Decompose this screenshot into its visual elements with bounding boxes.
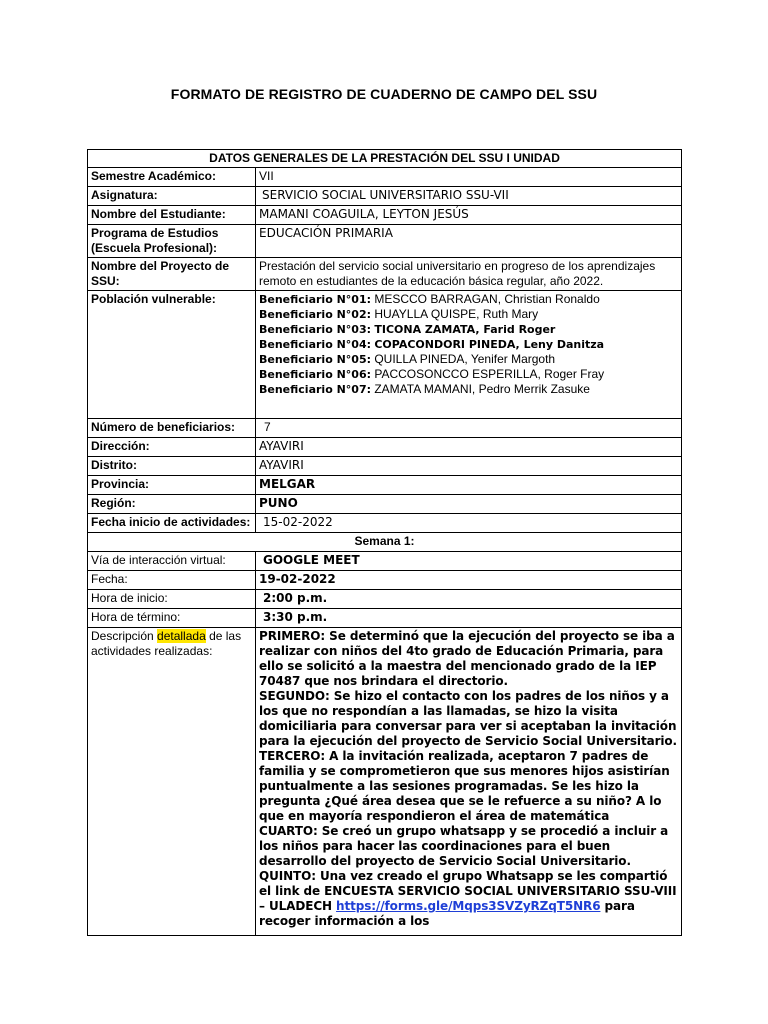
- programa-label: Programa de Estudios (Escuela Profesional):: [88, 225, 256, 258]
- row-fecha: [88, 571, 682, 590]
- num-beneficiarios-label: Número de beneficiarios:: [88, 419, 256, 438]
- row-distrito: [88, 457, 682, 476]
- region-value: PUNO: [256, 495, 682, 514]
- fecha-inicio-value: 15-02-2022: [256, 514, 682, 533]
- hora-termino-label: Hora de término:: [88, 609, 256, 628]
- provincia-value: MELGAR: [256, 476, 682, 495]
- paragraph-segundo: SEGUNDO: Se hizo el contacto con los padres de los niños y a los que no respondían a las llamadas, se hizo la visita domiciliaria para conversar para ver si aceptaban la invitación para la ejecución del proyecto de Servicio Social Universitario.: [259, 689, 678, 748]
- hora-inicio-value: 2:00 p.m.: [256, 590, 682, 609]
- highlighted-word: detallada: [157, 629, 206, 643]
- semana-header-row: [88, 533, 682, 552]
- paragraph-primero: PRIMERO: Se determinó que la ejecución del proyecto se iba a realizar con niños del 4to grado de Educación Primaria, para ello se solicitó a la maestra del mencionado grado de la IEP 70487 que nos brindara el directorio.: [259, 629, 675, 688]
- semana-header: Semana 1:: [88, 533, 682, 552]
- row-provincia: [88, 476, 682, 495]
- beneficiario-item: Beneficiario N°01: MESCCO BARRAGAN, Christian Ronaldo: [259, 292, 600, 306]
- asignatura-label: Asignatura:: [88, 187, 256, 206]
- row-estudiante: [88, 206, 682, 225]
- fecha-label: Fecha:: [88, 571, 256, 590]
- row-semestre: [88, 168, 682, 187]
- hora-termino-value: 3:30 p.m.: [256, 609, 682, 628]
- proyecto-value: Prestación del servicio social universitario en progreso de los aprendizajes remoto en estudiantes de la educación básica regular, año 2022.: [256, 258, 682, 291]
- via-label: Vía de interacción virtual:: [88, 552, 256, 571]
- row-asignatura: [88, 187, 682, 206]
- paragraph-cuarto: CUARTO: Se creó un grupo whatsapp y se procedió a incluir a los niños para hacer las coordinaciones para el buen desarrollo del proyecto de Servicio Social Universitario.: [259, 824, 669, 868]
- row-region: [88, 495, 682, 514]
- row-num-beneficiarios: [88, 419, 682, 438]
- row-hora-inicio: [88, 590, 682, 609]
- programa-value: EDUCACIÓN PRIMARIA: [256, 225, 682, 258]
- row-hora-termino: [88, 609, 682, 628]
- page-title: FORMATO DE REGISTRO DE CUADERNO DE CAMPO DEL SSU: [170, 86, 598, 102]
- beneficiario-item: Beneficiario N°05: QUILLA PINEDA, Yenifer Margoth: [259, 352, 556, 366]
- estudiante-value: MAMANI COAGUILA, LEYTON JESÚS: [256, 206, 682, 225]
- descripcion-label: Descripción detallada de las actividades realizadas:: [88, 628, 256, 936]
- paragraph-tercero: TERCERO: A la invitación realizada, aceptaron 7 padres de familia y se comprometieron que sus menores hijos asistirían puntualmente a las sesiones programadas. Se les hizo la pregunta ¿Qué área desea que se le refuerce a su niño? A lo que en mayoría respondieron el área de matemática: [259, 749, 670, 823]
- row-poblacion: [88, 291, 682, 419]
- direccion-label: Dirección:: [88, 438, 256, 457]
- paragraph-quinto: QUINTO: Una vez creado el grupo Whatsapp se les compartió el link de ENCUESTA SERVICIO SOCIAL UNIVERSITARIO SSU-VIII – ULADECH https://forms.gle/Mqps3SVZyRZqT5NR6 para recoger información a los: [259, 869, 677, 928]
- beneficiario-item: Beneficiario N°03: TICONA ZAMATA, Farid Roger: [259, 323, 556, 336]
- survey-link[interactable]: https://forms.gle/Mqps3SVZyRZqT5NR6: [336, 899, 601, 913]
- beneficiario-item: Beneficiario N°06: PACCOSONCCO ESPERILLA, Roger Fray: [259, 367, 605, 381]
- fecha-value: 19-02-2022: [256, 571, 682, 590]
- direccion-value: AYAVIRI: [256, 438, 682, 457]
- asignatura-value: SERVICIO SOCIAL UNIVERSITARIO SSU-VII: [256, 187, 682, 206]
- num-beneficiarios-value: 7: [256, 419, 682, 438]
- row-programa: [88, 225, 682, 258]
- row-descripcion: [88, 628, 682, 936]
- beneficiarios-list: [256, 291, 682, 419]
- beneficiario-item: Beneficiario N°07: ZAMATA MAMANI, Pedro Merrik Zasuke: [259, 382, 590, 396]
- descripcion-value: [256, 628, 682, 936]
- semestre-value: VII: [256, 168, 682, 187]
- via-value: GOOGLE MEET: [256, 552, 682, 571]
- semestre-label: Semestre Académico:: [88, 168, 256, 187]
- row-via: [88, 552, 682, 571]
- distrito-label: Distrito:: [88, 457, 256, 476]
- section-header: DATOS GENERALES DE LA PRESTACIÓN DEL SSU I UNIDAD: [88, 150, 682, 168]
- region-label: Región:: [88, 495, 256, 514]
- beneficiario-item: Beneficiario N°04: COPACONDORI PINEDA, Leny Danitza: [259, 338, 605, 351]
- registro-table: [87, 149, 682, 936]
- row-proyecto: [88, 258, 682, 291]
- provincia-label: Provincia:: [88, 476, 256, 495]
- distrito-value: AYAVIRI: [256, 457, 682, 476]
- row-direccion: [88, 438, 682, 457]
- hora-inicio-label: Hora de inicio:: [88, 590, 256, 609]
- beneficiario-item: Beneficiario N°02: HUAYLLA QUISPE, Ruth Mary: [259, 307, 539, 321]
- row-fecha-inicio: [88, 514, 682, 533]
- section-header-row: [88, 150, 682, 168]
- poblacion-label: Población vulnerable:: [88, 291, 256, 419]
- proyecto-label: Nombre del Proyecto de SSU:: [88, 258, 256, 291]
- estudiante-label: Nombre del Estudiante:: [88, 206, 256, 225]
- fecha-inicio-label: Fecha inicio de actividades:: [88, 514, 256, 533]
